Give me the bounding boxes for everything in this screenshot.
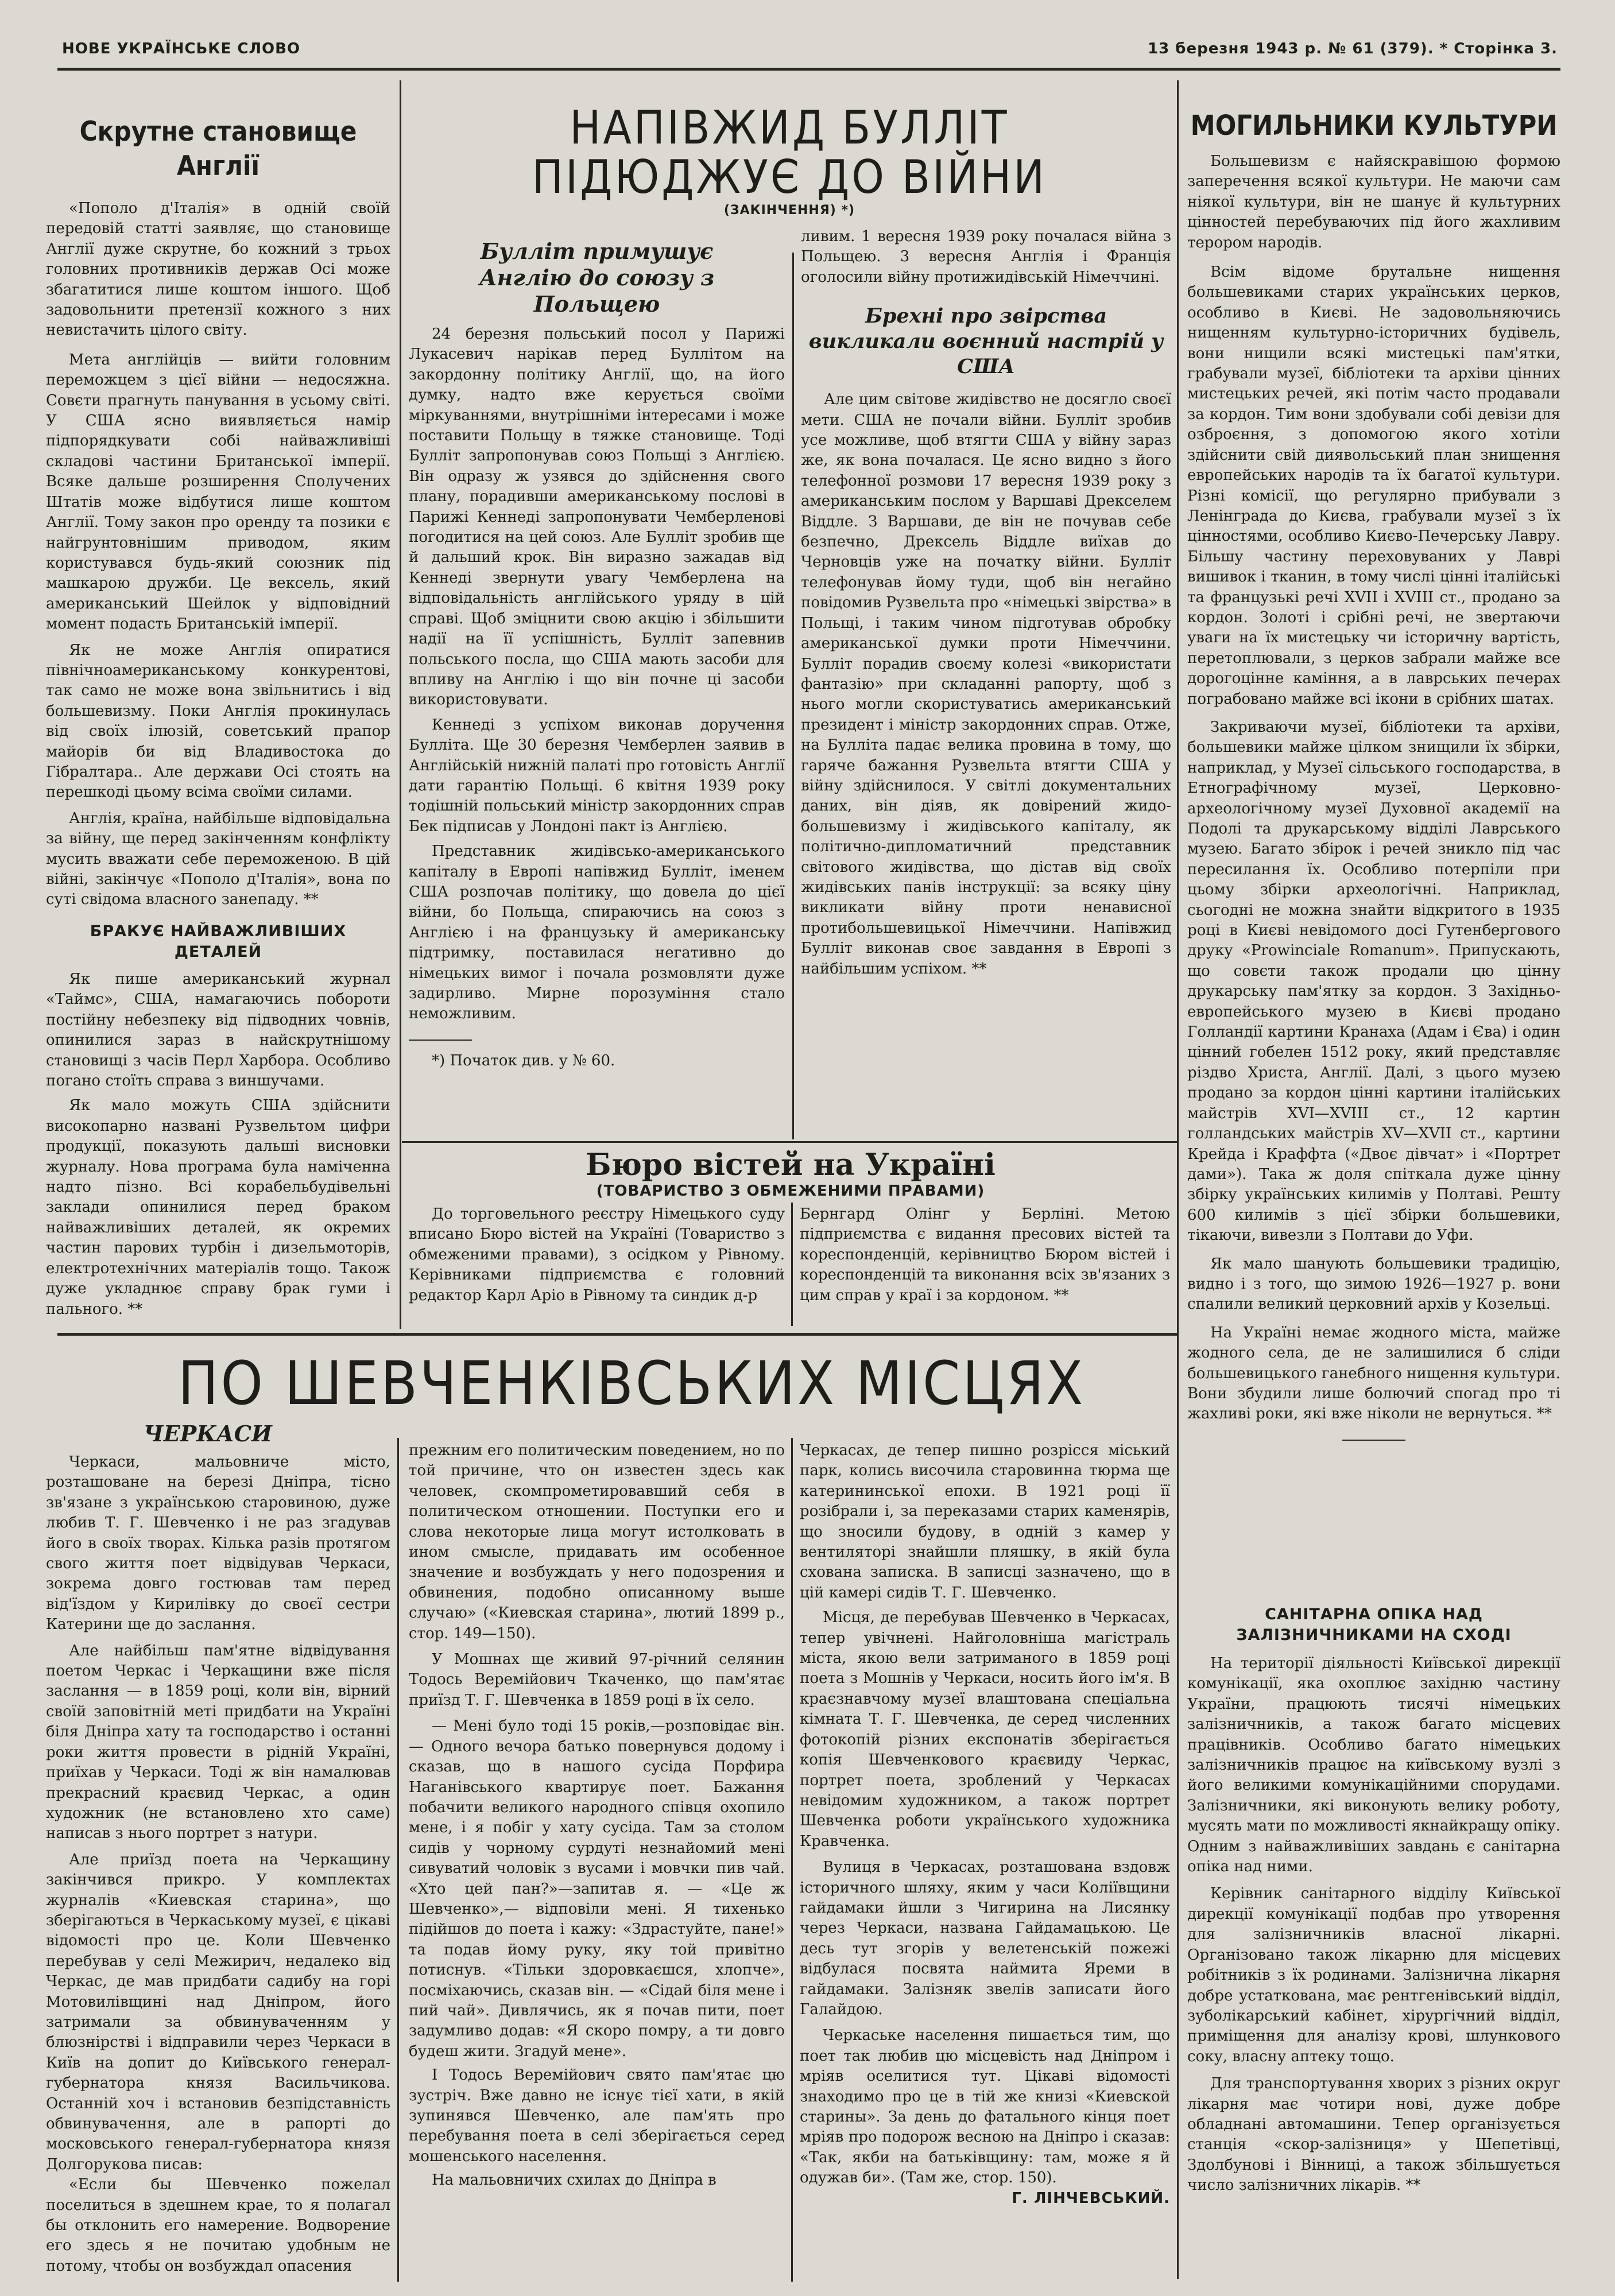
paragraph: Черкасах, де тепер пишно розрісся міський парк, колись височила старовинна тюрма ще катерининської епохи. В 1921 році її розібрали і, за переказами старих каменярів, що зносили будову, в одній з камер у вентиляторі знайшли пляшку, в якій була схована записка. В записці зазначено, що в цій камері сидів Т. Г. Шевченко. [800,1442,1170,1601]
section-rule [402,1141,1177,1143]
bureau-column-1 [409,1204,785,1328]
separator [1342,1440,1405,1441]
paragraph: Англія, країна, найбільше відповідальна за війну, ще перед закінченням конфлікту мусить вважати себе переможеною. В цій війні, закінчує «Пополо д'Італія», вона по суті свідома власного занепаду. ** [46,809,390,909]
paragraph: Черкаси, мальовниче місто, розташоване на березі Дніпра, тісно зв'язане з українською старовиною, дуже любив Т. Г. Шевченко і не раз згадував його в своїх творах. Кілька разів протягом свого життя поет відвідував Черкаси, зокрема довго гостював там перед від'їздом у Кирилівку до своєї сестри Катерини ще до заслання. [46,1453,390,1634]
headline-line-1: НАПІВЖИД БУЛЛІТ [570,101,1009,154]
column-rule [791,1438,793,2282]
paragraph: Як мало можуть США здійснити високопарно названі Рузвельтом цифри продукції, показують дальші висновки журналу. Нова програма була наміченна надто пізно. Всі корабельбудівельні заклади опинилися перед браком найважливіших деталей, як окремих частин парових турбін і дизельмоторів, електротехнічних матеріалів тощо. Також дуже укладнює справу брак гуми і пального. ** [46,1097,390,1318]
article-bureau [409,1148,1172,1200]
article-title: Бюро вістей на Україні [586,1147,996,1182]
paragraph: Мета англійців — вийти головним переможцем з цієї війни — недосяжна. Совєти прагнуть панування в усьому світі. У США ясно виявляється намір підпорядкувати собі найважливіші складові частини Британської імперії. Всяке дальше розширення Сполучених Штатів може відбутися лише коштом Англії. Тому закон про оренду та позики є найгрунтовнішим приводом, яким користувався будь-який союзник під машкарою дружби. Це вексель, який американський Шейлок у відповідний момент подасть Британській імперії. [46,351,390,633]
paragraph: Закриваючи музеї, бібліотеки та архіви, большевики майже цілком знищили їх збірки, наприклад, у Музеї сільського господарства, в Етнографічному музеї, Церковно-археологічному музеї Духовної академії на Подолі та друкарському відділі Лаврського музею. Багато збірок і речей зникло під час пересилання їх. Особливо потерпіли при цьому збірки археологічні. Наприклад, сьогодні не можна знайти відкритого в 1935 році в Києві невідомого досі Гутенбергового друку «Prowinciale Romanum». Припускають, що совєти також продали цю цінну друкарську пам'ятку за кордон. З Західньо-европейського музею в Києві продано Голландії картини Кранаха (Адам і Єва) і один цінний гобелен 1512 року, який представляє різдво Христа, Англії. Далі, з цього музею продано за кордон цінні картини італійських майстрів XVI—XVIII ст., 12 картин голландських майстрів XV—XVII ст., картини Крейда і Краффта («Двоє дівчат» і «Портрет дами»). Така ж доля спіткала дуже цінну збірку українських килимів у Полтаві. Решту 600 килимів з цієї збірки большевики, тікаючи, вивезли з Полтави до Уфи. [1187,718,1560,1244]
article-subtitle: Булліт примушує Англію до союзу з Польщею [479,238,715,317]
footnote: *) Початок див. у № 60. [432,1052,615,1069]
footnote-rule [409,1040,472,1041]
paragraph: На мальовничих схилах до Дніпра в [432,2171,717,2189]
continued-label: (ЗАКІНЧЕННЯ) *) [723,203,855,218]
paragraph: ливим. 1 вересня 1939 року почалася війна з Польщею. 3 вересня Англія і Франція оголосили війну протижидівській Німеччині. [801,228,1171,286]
paragraph: На Україні немає жодного міста, майже жодного села, де не залишилися б сліди большевицького ганебного нищення культури. Вони збудили лише болючий спогад про ті жахливі роки, які вже ніколи не вернуться. ** [1187,1324,1560,1423]
paragraph: прежним его политическим поведением, но по той причине, что он известен здесь как человек, скомпрометировавший себя в политическом отношении. Поступки его и слова некоторые лица могут истолковать в ином смысле, придавать им особенное значение и возбуждать у него подозрения и обвинения, подобно описанному выше случаю» («Киевская старина», лютий 1899 р., стор. 149—150). [409,1442,785,1642]
paragraph: «Если бы Шевченко пожелал поселиться в здешнем крае, то я полагал бы отклонить его намерение. Водворение его здесь я не почитаю удобным не потому, чтобы он возбуждал опасения [46,2176,390,2275]
paragraph: «Пополо д'Італія» в одній своїй передовій статті заявляє, що становище Англії дуже скрутне, бо кожний з трьох головних противників держав Осі може збагатитися лише коштом іншого. Щоб задовольнити претензії кожного з них невистачить цілого світу. [46,200,390,339]
column-rule [791,1203,793,1326]
shevchenko-column-3 [800,1441,1170,2285]
paragraph: Але приїзд поета на Черкащину закінчився прикро. У комплектах журналів «Киевская старина», що зберігаються в Черкаському музеї, є цікаві відомості про це. Коли Шевченко перебував у селі Межирич, недалеко від Черкас, де мав придбати садибу на горі Мотовилівщині над Дніпром, його затримали за обвинуваченням у блюзнірстві і відправили через Черкаси в Київ на допит до Київського генерал-губернатора князя Васильчикова. Останній хоч і встановив безпідставність обвинувачення, але в рапорті до московського генерал-губернатора князя Долгорукова писав: [46,1851,390,2173]
paragraph: Місця, де перебував Шевченко в Черкасах, тепер увічнені. Найголовніша магістраль міста, якою вели затриманого в 1859 році поета з Мошнів у Черкаси, носить його ім'я. В краєзнавчому музеї влаштована спеціальна кімната Т. Г. Шевченка, де серед численних фотокопій різних експонатів зберігається копія Шевченкового краєвиду Черкас, портрет поета, зроблений у Черкасах невідомим художником, а також портрет Шевченка роботи українського художника Кравченка. [800,1609,1170,1850]
section-rule [57,1333,1177,1336]
article-title: МОГИЛЬНИКИ КУЛЬТУРИ [1190,110,1558,142]
issue-info: 13 березня 1943 р. № 61 (379). * Сторінка 3. [1148,40,1558,57]
article-title: ПО ШЕВЧЕНКІВСЬКИХ МІСЦЯХ [178,1348,1086,1418]
article-subtitle: (ТОВАРИСТВО З ОБМЕЖЕНИМИ ПРАВАМИ) [596,1182,985,1200]
paragraph: Всім відоме брутальне нищення большевиками старих українських церков, особливо в Києві. Не задовольняючись нищенням культурно-історичних будівель, вони нищили всякі мистецькі пам'ятки, грабували музеї, бібліотеки та архіви цінних мистецьких речей, які потім часто продавали за кордон. Тим вони здобували собі девізи для озброєння, з допомогою якого хотіли здійснити свій диявольський план знищення европейських народів та їх багатої культури. Різні комісії, що регулярно прибували з Ленінграда до Києва, грабували музеї з їх цінностями, особливо Києво-Печерську Лавру. Більшу частину переховуваних у Лаврі вишивок і тканин, в тому числі цінні італійські та французькі речі XVII і XVIII ст., продано за кордон. Золоті і срібні речі, не звертаючи уваги на їх мистецьку чи історичну вартість, перетоплювали, з церков забрали майже все дорогоцінне каміння, а в лаврських печерах пограбовано майже всі ікони в срібних шатах. [1187,263,1560,708]
paragraph: Кеннеді з успіхом виконав доручення Булліта. Ще 30 березня Чемберлен заявив в Англійській нижній палаті про готовість Англії дати гарантію Польщі. 6 квітня 1939 року тодішній польський міністр закордонних справ Бек підписав у Лондоні пакт із Англією. [409,716,785,835]
article-usa-details [46,921,390,1329]
article-title: САНІТАРНА ОПІКА НАД ЗАЛІЗНИЧНИКАМИ НА СХОДІ [1236,1605,1512,1644]
column-rule [397,1438,399,2282]
author-signature: Г. ЛІНЧЕВСЬКИЙ. [1012,2189,1170,2207]
paragraph: Але цим світове жидівство не досягло своєї мети. США не почали війни. Булліт зробив усе можливе, щоб втягти США у війну зараз же, як вона почалася. Це ясно видно з його телефонної розмови 17 вересня 1939 року з американським послом у Варшаві Дрекселем Віддле. З Варшави, де він не почував себе безпечно, Дрексель Віддле виїхав до Черновців уже на початку війни. Булліт телефонував йому туди, щоб він негайно повідомив Рузвельта про «німецькі звірства» в Польщі, і таким чином підготував обробку американської думки проти Німеччини. Булліт порадив своєму колезі «використати фантазію» при складанні рапорту, щоб з нього могли скористуватись американський президент і міністр закордонних справ. Отже, на Булліта падає велика провина в тому, що гаряче бажання Рузвельта втягти США у війну здійснилося. У світлі документальних даних, він діяв, як довірений жидо-большевизму і жидівського капіталу, як політично-дипломатичний представник світового жидівства, що дістав від своїх жидівських панів інструкції: за всяку ціну викликати війну проти ненависної протибольшевицької Німеччини. Напівжид Булліт виконав своє завдання в Европі з найбільшим успіхом. ** [801,391,1171,978]
bullitt-headline [410,103,1168,218]
column-rule [400,80,401,1329]
page-header [62,40,1558,63]
paragraph: У Мошнах ще живий 97-річний селянин Тодось Веремійович Ткаченко, що пам'ятає приїзд Т. Г. Шевченка в 1859 році в їх село. [409,1651,785,1709]
article-title: Скрутне становище Англії [79,116,357,182]
paragraph: На території діяльності Київської дирекції комунікації, яка охоплює західню частину України, працюють тисячі німецьких залізничників, а також багато місцевих працівників. Особливо багато німецьких залізничників працює на київському вузлі з його великими комунікаційними спорудами. Залізничники, які виконують велику роботу, мусять мати по можливості якнайкращу опіку. Одним з найважливіших завдань є санітарна опіка над ними. [1187,1655,1560,1876]
paragraph: Як пише американський журнал «Таймс», США, намагаючись побороти постійну небезпеку від підводних човнів, опинилися зараз в найскрутнішому становищі з часів Перл Харбора. Особливо погано стоїть справа з виншучами. [46,971,390,1090]
article-sanitary [1187,1604,1560,2285]
paragraph: 24 березня польський посол у Парижі Лукасевич нарікав перед Буллітом на закордонну політику Англії, що, на його думку, надто вже керується своїми міркуваннями, внутрішніми інтересами і може поставити Польщу в тяжке становище. Тоді Булліт запропонував союз Польщі з Англією. Він одразу ж узявся до здійснення свого плану, порадивши американському послові в Парижі Кеннеді запропонувати Чемберленові погодитися на цей союз. Але Булліт зробив ще й дальший крок. Він виразно зажадав від Кеннеді звернути увагу Чемберлена на відповідальність англійського уряду в цій справі. Щоб зміцнити свою акцію і збільшити надії на її успішність, Булліт запевнив польського посла, що США мають засоби для впливу на Англію і що він почне ці засоби використовувати. [409,325,785,709]
header-rule [57,68,1560,71]
column-rule [1177,80,1179,2279]
headline-line-2: ПІДЮДЖУЄ ДО ВІЙНИ [532,150,1047,204]
paragraph: Для транспортування хворих з різних округ лікарня має чотири нові, дуже добре обладнані автомашини. Тепер організується станція «скор-залізниця» у Шепетівці, Здолбунові і Вінниці, а також збільшується число залізничних лікарів. ** [1187,2075,1560,2194]
paragraph: Бернгард Олінг у Берліні. Метою підприємства є видання пресових вістей та кореспонденцій, керівництво Бюром вістей і кореспонденцій та виконання всіх зв'язаних з цим справ у краї і за кордоном. ** [800,1205,1170,1304]
shevchenko-headline [178,1349,1154,1418]
article-england [46,115,390,918]
paragraph: Представник жидівсько-американського капіталу в Европі напівжид Булліт, іменем США розпочав політику, що довела до цієї війни, бо Польща, спираючись на союз з Англією і на французьку й американську підтримку, поставилася негативно до німецьких вимог і почала розмовляти дуже задирливо. Мирне порозуміння стало неможливим. [409,843,785,1023]
paragraph: Як мало шанують большевики традицію, видно і з того, що зимою 1926—1927 р. вони спалили великий церковний архів у Козельці. [1187,1255,1560,1313]
paragraph: Вулиця в Черкасах, розташована вздовж історичного шляху, яким у часи Коліївщини гайдамаки йшли з Чигирина на Лисянку через Черкаси, названа Гайдамацькою. Це десь тут згорів у велетенській пожежі відбулася посвята наймита Яреми в гайдамаки. Залізняк звелів записати його Галайдою. [800,1859,1170,2018]
paragraph: Але найбільш пам'ятне відвідування поетом Черкас і Черкащини вже після заслання — в 1859 році, коли він, вірний своїй заповітній меті придбати на Україні біля Дніпра хату та господарство і останні роки життя провести в рідній Україні, приїхав у Черкаси. Тоді ж він намалював прекрасний краєвид Черкас, а один художник (не встановлено хто саме) написав з нього портрет з натури. [46,1642,390,1843]
article-subtitle: Брехні про звірства викликали воєнний настрій у США [808,304,1164,379]
shevchenko-column-2 [409,1441,785,2285]
bureau-column-2 [800,1204,1170,1328]
bullitt-column-1 [409,238,785,1134]
paragraph: Черкаське населення пишається тим, що поет так любив цю місцевість над Дніпром і мріяв оселитися тут. Цікаві відомості знаходимо про це в тій же книзі «Киевской старины». За день до фатального кінця поет мріяв про подорож весною на Дніпро і сказав: «Так, якби на батьківщину: там, може я й одужав би». (Там же, стор. 150). [800,2027,1170,2187]
paragraph: — Мені було тоді 15 років,—розповідає він. — Одного вечора батько повернувся додому і сказав, що в нашого сусіда Порфира Наганівського квартирує поет. Бажання побачити великого народного співця охопило мене, і я побіг у хату сусіда. Там за столом сидів у чорному сурдуті незнайомий мені сивуватий чоловік з вусами і мовчки пив чай. «Хто цей пан?»—запитав я. — «Це ж Шевченко»,— відповіли мені. Я тихенько підійшов до поета і кажу: «Здрастуйте, пане!» та подав йому руку, яку той привітно потиснув. «Тільки здоровкаєшся, хлопче», посміхаючись, сказав він. — «Сідай біля мене і пий чай». Дивлячись, як я почав пити, поет задумливо додав: «Я скоро помру, а ти довго будеш жити. Згадуй мене». [409,1717,785,2060]
paper-name: НОВЕ УКРАЇНСЬКЕ СЛОВО [62,40,301,57]
paragraph: Як не може Англія опиратися північноамериканському конкурентові, так само не може вона звільнитись і від большевизму. Поки Англія прокинулась від своїх ілюзій, советський прапор майорів би від Владивостока до Гібралтара.. Але держави Осі стоять на перешкоді цьому всіма своїми силами. [46,641,390,801]
article-title: БРАКУЄ НАЙВАЖЛИВІШИХ ДЕТАЛЕЙ [90,922,347,961]
column-rule [792,253,794,1139]
place-label: ЧЕРКАСИ [144,1421,272,1446]
shevchenko-column-1 [46,1452,390,2285]
paragraph: І Тодось Веремійович свято пам'ятає цю зустріч. Вже давно не існує тієї хати, в якій зупинявся Шевченко, але пам'ять про перебування поета в селі зберігається серед мошенського населення. [409,2066,785,2165]
paragraph: Большевизм є найяскравішою формою заперечення всякої культури. Не маючи сам ніякої культури, він не шанує й культурних цінностей перебуваючих під його жахливим терором народів. [1187,153,1560,251]
paragraph: До торговельного реєстру Німецького суду вписано Бюро вістей на Україні (Товариство з обмеженими правами), з осідком у Рівному. Керівниками підприємства є головний редактор Карл Аріо в Рівному та синдик д-р [409,1205,785,1304]
article-gravediggers [1187,109,1560,1570]
bullitt-column-2 [801,227,1171,1134]
paragraph: Керівник санітарного відділу Київської дирекції комунікації подбав про утворення для залізничників власної лікарні. Організовано також лікарню для місцевих робітників з їх родинами. Залізнична лікарня добре устаткована, має рентгенівський відділ, зуболікарський кабінет, хірургічний відділ, приміщення для аналізу крові, шлункового соку, власну аптеку тощо. [1187,1885,1560,2065]
